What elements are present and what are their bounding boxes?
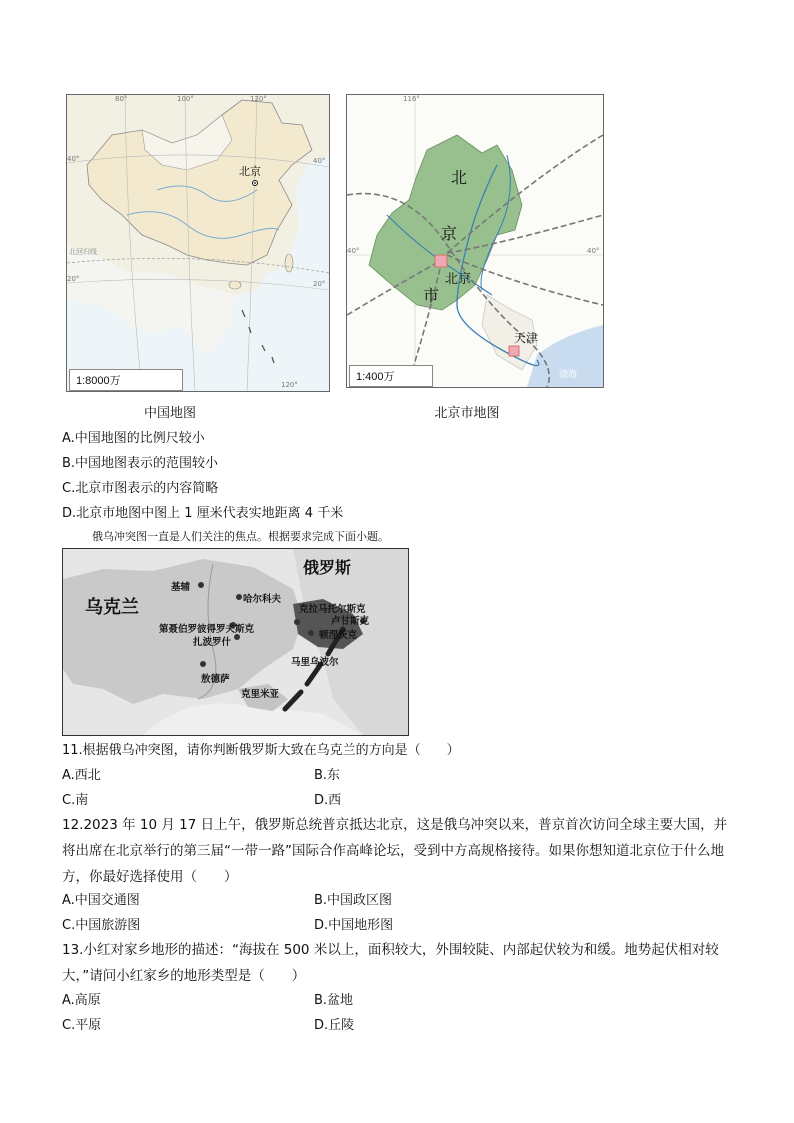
q11-option-c: C.南 xyxy=(62,793,89,808)
lat-40l-label: 40° xyxy=(347,247,360,255)
china-map-caption: 中国地图 xyxy=(143,406,196,421)
q12-stem: 12.2023 年 10 月 17 日上午，俄罗斯总统普京抵达北京，这是俄乌冲突以来，普京首次访问全球主要大国，并将出席在北京举行的第三届“一带一路”国际合作高峰论坛，受到中方高规格接待。如果你想知道北京位于什么地方，你最好选择使用（ ） xyxy=(62,817,728,885)
china-map-scale: 1:8000万 xyxy=(69,369,183,391)
tianjin-label: 天津 xyxy=(514,331,539,345)
q12-option-d: D.中国地形图 xyxy=(314,918,394,933)
mariupol-label: 马里乌波尔 xyxy=(291,657,339,668)
beijing-map-graphic xyxy=(347,95,603,387)
odesa-label: 敖德萨 xyxy=(201,674,230,685)
bohai-label: 渤海 xyxy=(559,370,578,380)
shi-label: 市 xyxy=(423,286,440,305)
bei-label: 北 xyxy=(451,168,468,187)
lat-40r-label: 40° xyxy=(587,247,600,255)
dnipro-label: 第聂伯罗彼得罗夫斯克 xyxy=(159,624,255,635)
q13-option-b: B.盆地 xyxy=(314,993,354,1008)
jing-label: 京 xyxy=(441,224,458,243)
q12-option-b: B.中国政区图 xyxy=(314,893,393,908)
lat-20-label: 20° xyxy=(67,275,80,283)
lat-40r-label: 40° xyxy=(313,157,326,165)
beijing-label: 北京 xyxy=(239,165,261,178)
lon-120-label: 120° xyxy=(250,95,267,103)
ukraine-label: 乌克兰 xyxy=(85,597,139,618)
lon-100-label: 100° xyxy=(177,95,194,103)
war-intro: 俄乌冲突图一直是人们关注的焦点。根据要求完成下面小题。 xyxy=(92,530,389,543)
zaporizhzhia-label: 扎波罗什 xyxy=(193,637,232,648)
q10-option-c: C.北京市图表示的内容简略 xyxy=(62,481,219,496)
q13-option-c: C.平原 xyxy=(62,1018,102,1033)
tropic-label: 北回归线 xyxy=(69,248,97,256)
lat-20r-label: 20° xyxy=(313,280,326,288)
lon-120b-label: 120° xyxy=(281,381,298,389)
beijing-map-caption: 北京市地图 xyxy=(434,406,500,421)
lon-116-label: 116° xyxy=(403,95,420,103)
q12-option-a: A.中国交通图 xyxy=(62,893,140,908)
lon-80-label: 80° xyxy=(115,95,128,103)
q10-option-d: D.北京市地图中图上 1 厘米代表实地距离 4 千米 xyxy=(62,506,344,521)
kramatorsk-label: 克拉马托尔斯克 xyxy=(299,604,366,615)
q12-option-c: C.中国旅游图 xyxy=(62,918,141,933)
war-map xyxy=(62,548,409,736)
russia-label: 俄罗斯 xyxy=(303,558,352,577)
q10-option-a: A.中国地图的比例尺较小 xyxy=(62,431,205,446)
q11-option-a: A.西北 xyxy=(62,768,101,783)
luhansk-label: 卢甘斯克 xyxy=(331,616,370,627)
q11-option-d: D.西 xyxy=(314,793,342,808)
kharkiv-label: 哈尔科夫 xyxy=(243,594,282,605)
crimea-label: 克里米亚 xyxy=(241,689,280,700)
china-map xyxy=(66,94,330,392)
kyiv-label: 基辅 xyxy=(171,582,191,593)
donetsk-label: 顿涅茨克 xyxy=(319,630,358,641)
china-map-graphic xyxy=(67,95,329,391)
lat-40-label: 40° xyxy=(67,155,80,163)
q11-stem: 11.根据俄乌冲突图，请你判断俄罗斯大致在乌克兰的方向是（ ） xyxy=(62,743,460,758)
beijing-map xyxy=(346,94,604,388)
war-map-graphic xyxy=(63,549,408,735)
q13-option-d: D.丘陵 xyxy=(314,1018,355,1033)
beijing-city-label: 北京 xyxy=(445,272,472,287)
beijing-map-scale: 1:400万 xyxy=(349,365,433,387)
q13-stem: 13.小红对家乡地形的描述：“海拔在 500 米以上，面积较大，外围较陡、内部起伏较为和缓。地势起伏相对较大，”请问小红家乡的地形类型是（ ） xyxy=(62,942,719,984)
q11-option-b: B.东 xyxy=(314,768,341,783)
q13-option-a: A.高原 xyxy=(62,993,101,1008)
q10-option-b: B.中国地图表示的范围较小 xyxy=(62,456,219,471)
